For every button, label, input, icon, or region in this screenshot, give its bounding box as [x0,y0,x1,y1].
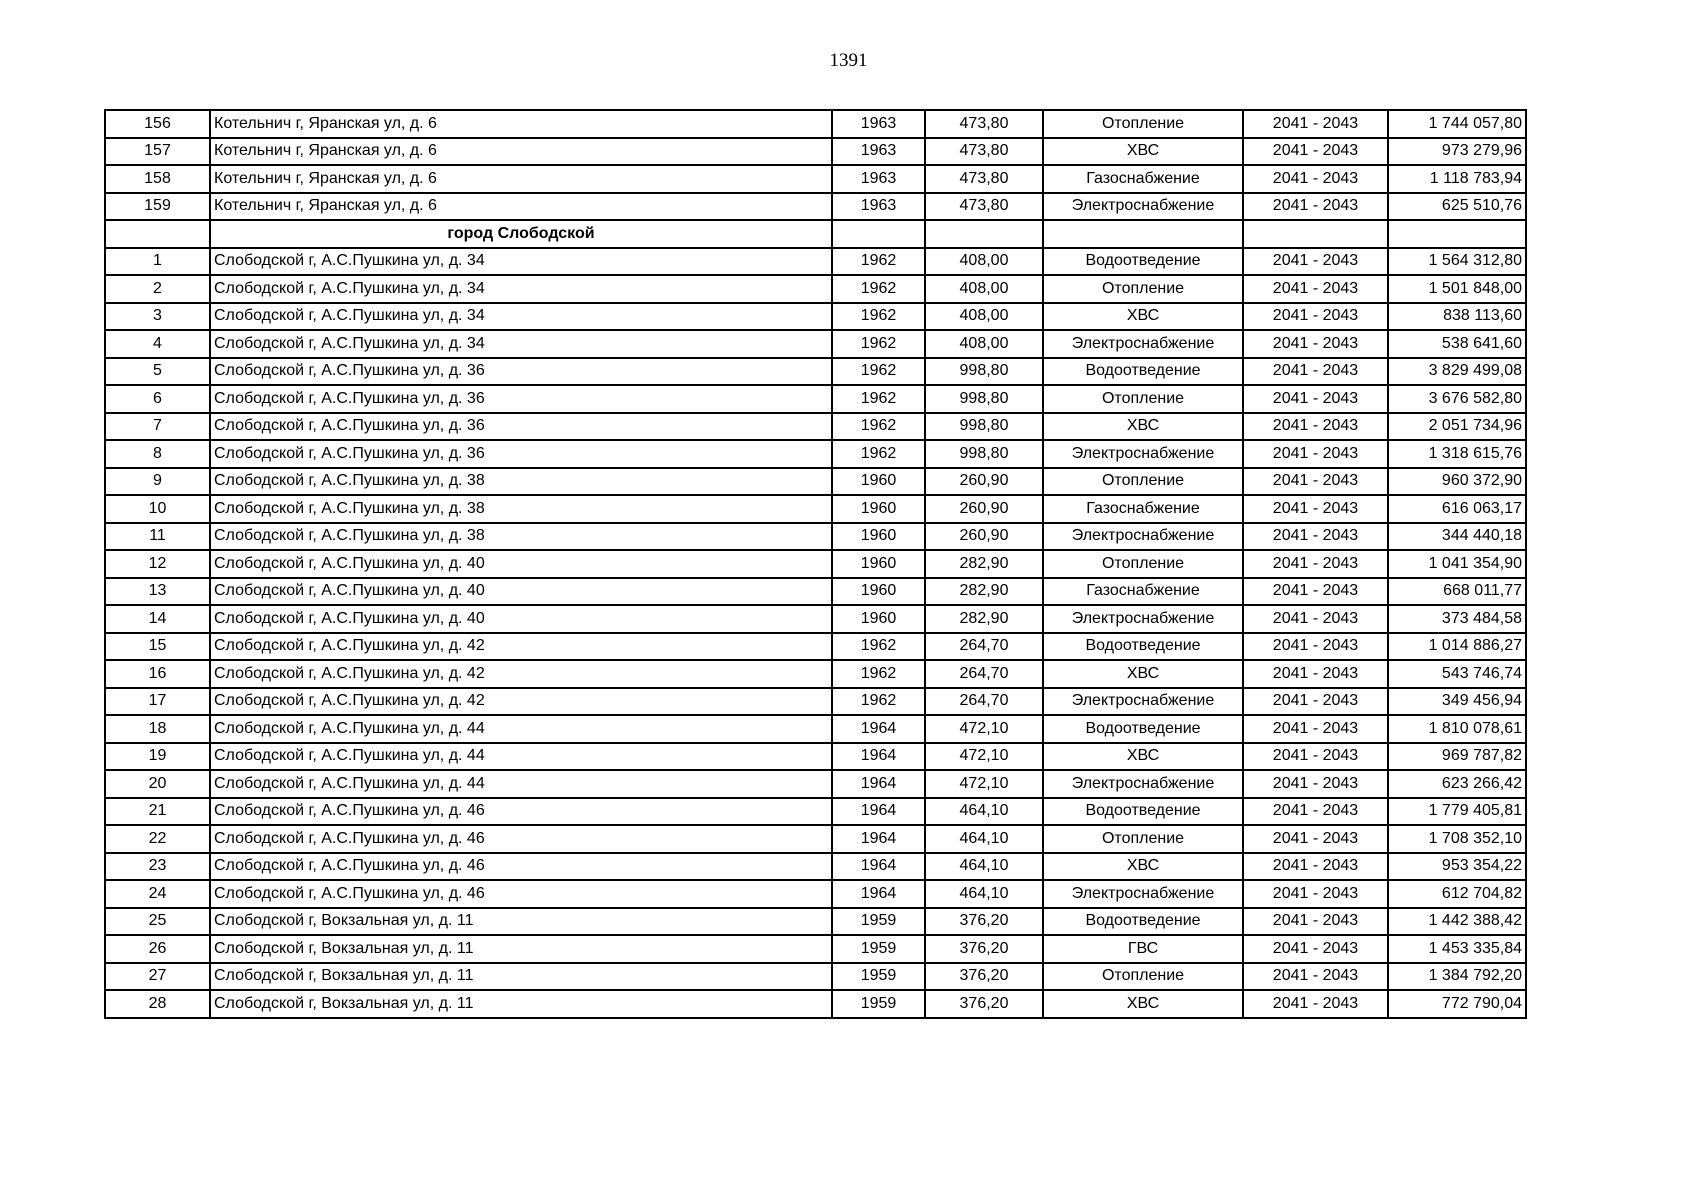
table-row [105,275,1526,303]
period-cell: 2041 - 2043 [1243,138,1388,166]
address-cell: Слободской г, А.С.Пушкина ул, д. 34 [210,330,832,358]
year-cell: 1962 [832,440,925,468]
table-row [105,715,1526,743]
row-number: 12 [105,550,210,578]
table-row [105,468,1526,496]
cost-cell: 973 279,96 [1388,138,1526,166]
period-cell: 2041 - 2043 [1243,605,1388,633]
cost-cell: 616 063,17 [1388,495,1526,523]
year-cell: 1962 [832,358,925,386]
work-type-cell: ХВС [1043,853,1243,881]
year-cell: 1962 [832,248,925,276]
address-cell: Слободской г, А.С.Пушкина ул, д. 40 [210,605,832,633]
work-type-cell: Электроснабжение [1043,193,1243,221]
area-cell: 464,10 [925,853,1043,881]
cost-cell: 373 484,58 [1388,605,1526,633]
year-cell: 1962 [832,330,925,358]
work-type-cell: Газоснабжение [1043,578,1243,606]
area-cell: 472,10 [925,715,1043,743]
table-row [105,990,1526,1018]
table-row [105,853,1526,881]
row-number: 24 [105,880,210,908]
period-cell: 2041 - 2043 [1243,550,1388,578]
empty-cell [832,220,925,248]
cost-cell: 953 354,22 [1388,853,1526,881]
area-cell: 264,70 [925,660,1043,688]
period-cell: 2041 - 2043 [1243,853,1388,881]
year-cell: 1962 [832,413,925,441]
empty-cell [1243,220,1388,248]
period-cell: 2041 - 2043 [1243,358,1388,386]
cost-cell: 3 676 582,80 [1388,385,1526,413]
area-cell: 473,80 [925,165,1043,193]
table-row [105,578,1526,606]
cost-cell: 1 810 078,61 [1388,715,1526,743]
table-row [105,688,1526,716]
page-number: 1391 [829,50,868,71]
address-cell: Слободской г, А.С.Пушкина ул, д. 44 [210,743,832,771]
area-cell: 464,10 [925,880,1043,908]
area-cell: 473,80 [925,193,1043,221]
address-cell: Слободской г, А.С.Пушкина ул, д. 36 [210,413,832,441]
table-row [105,413,1526,441]
area-cell: 408,00 [925,248,1043,276]
address-cell: Слободской г, А.С.Пушкина ул, д. 44 [210,715,832,743]
cost-cell: 772 790,04 [1388,990,1526,1018]
year-cell: 1959 [832,935,925,963]
address-cell: Слободской г, Вокзальная ул, д. 11 [210,963,832,991]
period-cell: 2041 - 2043 [1243,963,1388,991]
cost-cell: 1 118 783,94 [1388,165,1526,193]
year-cell: 1963 [832,193,925,221]
year-cell: 1964 [832,770,925,798]
period-cell: 2041 - 2043 [1243,275,1388,303]
area-cell: 472,10 [925,770,1043,798]
work-type-cell: Электроснабжение [1043,688,1243,716]
address-cell: Слободской г, А.С.Пушкина ул, д. 44 [210,770,832,798]
period-cell: 2041 - 2043 [1243,165,1388,193]
area-cell: 998,80 [925,413,1043,441]
area-cell: 282,90 [925,578,1043,606]
cost-cell: 538 641,60 [1388,330,1526,358]
table-row [105,660,1526,688]
year-cell: 1960 [832,550,925,578]
year-cell: 1960 [832,578,925,606]
row-number: 21 [105,798,210,826]
work-type-cell: Отопление [1043,963,1243,991]
table-row [105,523,1526,551]
cost-cell: 1 779 405,81 [1388,798,1526,826]
area-cell: 408,00 [925,303,1043,331]
address-cell: Слободской г, А.С.Пушкина ул, д. 38 [210,495,832,523]
empty-cell [105,220,210,248]
address-cell: Слободской г, А.С.Пушкина ул, д. 34 [210,303,832,331]
period-cell: 2041 - 2043 [1243,715,1388,743]
cost-cell: 3 829 499,08 [1388,358,1526,386]
empty-cell [1388,220,1526,248]
period-cell: 2041 - 2043 [1243,578,1388,606]
cost-cell: 349 456,94 [1388,688,1526,716]
row-number: 156 [105,110,210,138]
year-cell: 1962 [832,633,925,661]
work-type-cell: ХВС [1043,303,1243,331]
period-cell: 2041 - 2043 [1243,660,1388,688]
row-number: 15 [105,633,210,661]
year-cell: 1963 [832,110,925,138]
row-number: 159 [105,193,210,221]
area-cell: 260,90 [925,523,1043,551]
address-cell: Слободской г, Вокзальная ул, д. 11 [210,908,832,936]
cost-cell: 1 744 057,80 [1388,110,1526,138]
work-type-cell: ГВС [1043,935,1243,963]
period-cell: 2041 - 2043 [1243,385,1388,413]
period-cell: 2041 - 2043 [1243,990,1388,1018]
table-row [105,138,1526,166]
period-cell: 2041 - 2043 [1243,303,1388,331]
row-number: 9 [105,468,210,496]
work-type-cell: Водоотведение [1043,358,1243,386]
table-row [105,550,1526,578]
address-cell: Котельнич г, Яранская ул, д. 6 [210,138,832,166]
area-cell: 408,00 [925,275,1043,303]
period-cell: 2041 - 2043 [1243,825,1388,853]
register-table [104,109,1527,1019]
cost-cell: 344 440,18 [1388,523,1526,551]
cost-cell: 623 266,42 [1388,770,1526,798]
year-cell: 1960 [832,468,925,496]
row-number: 157 [105,138,210,166]
row-number: 28 [105,990,210,1018]
address-cell: Котельнич г, Яранская ул, д. 6 [210,110,832,138]
period-cell: 2041 - 2043 [1243,688,1388,716]
table-row [105,798,1526,826]
table-row [105,880,1526,908]
address-cell: Слободской г, А.С.Пушкина ул, д. 36 [210,358,832,386]
cost-cell: 969 787,82 [1388,743,1526,771]
period-cell: 2041 - 2043 [1243,880,1388,908]
row-number: 26 [105,935,210,963]
row-number: 14 [105,605,210,633]
work-type-cell: Электроснабжение [1043,770,1243,798]
year-cell: 1964 [832,743,925,771]
period-cell: 2041 - 2043 [1243,798,1388,826]
work-type-cell: Электроснабжение [1043,523,1243,551]
period-cell: 2041 - 2043 [1243,248,1388,276]
period-cell: 2041 - 2043 [1243,908,1388,936]
year-cell: 1959 [832,963,925,991]
address-cell: Слободской г, А.С.Пушкина ул, д. 46 [210,880,832,908]
address-cell: Слободской г, А.С.Пушкина ул, д. 42 [210,660,832,688]
period-cell: 2041 - 2043 [1243,743,1388,771]
area-cell: 464,10 [925,825,1043,853]
cost-cell: 1 014 886,27 [1388,633,1526,661]
cost-cell: 1 384 792,20 [1388,963,1526,991]
address-cell: Слободской г, А.С.Пушкина ул, д. 38 [210,468,832,496]
year-cell: 1959 [832,908,925,936]
year-cell: 1963 [832,165,925,193]
table-row [105,110,1526,138]
year-cell: 1962 [832,303,925,331]
address-cell: Слободской г, Вокзальная ул, д. 11 [210,990,832,1018]
cost-cell: 960 372,90 [1388,468,1526,496]
period-cell: 2041 - 2043 [1243,468,1388,496]
section-header-row [105,220,1526,248]
row-number: 11 [105,523,210,551]
row-number: 1 [105,248,210,276]
empty-cell [1043,220,1243,248]
year-cell: 1964 [832,825,925,853]
work-type-cell: ХВС [1043,990,1243,1018]
row-number: 13 [105,578,210,606]
year-cell: 1962 [832,385,925,413]
row-number: 18 [105,715,210,743]
period-cell: 2041 - 2043 [1243,193,1388,221]
area-cell: 464,10 [925,798,1043,826]
year-cell: 1962 [832,688,925,716]
area-cell: 408,00 [925,330,1043,358]
address-cell: Слободской г, А.С.Пушкина ул, д. 42 [210,633,832,661]
row-number: 10 [105,495,210,523]
work-type-cell: Электроснабжение [1043,330,1243,358]
address-cell: Слободской г, А.С.Пушкина ул, д. 40 [210,578,832,606]
empty-cell [925,220,1043,248]
period-cell: 2041 - 2043 [1243,440,1388,468]
table-row [105,495,1526,523]
work-type-cell: Электроснабжение [1043,880,1243,908]
work-type-cell: Отопление [1043,825,1243,853]
cost-cell: 1 318 615,76 [1388,440,1526,468]
table-row [105,908,1526,936]
work-type-cell: ХВС [1043,660,1243,688]
table-row [105,770,1526,798]
address-cell: Слободской г, А.С.Пушкина ул, д. 46 [210,853,832,881]
work-type-cell: Электроснабжение [1043,440,1243,468]
row-number: 3 [105,303,210,331]
year-cell: 1962 [832,660,925,688]
table-row [105,165,1526,193]
row-number: 17 [105,688,210,716]
address-cell: Слободской г, Вокзальная ул, д. 11 [210,935,832,963]
table-row [105,303,1526,331]
area-cell: 264,70 [925,633,1043,661]
table-row [105,330,1526,358]
row-number: 4 [105,330,210,358]
cost-cell: 1 041 354,90 [1388,550,1526,578]
table-row [105,193,1526,221]
row-number: 25 [105,908,210,936]
table-row [105,633,1526,661]
period-cell: 2041 - 2043 [1243,523,1388,551]
work-type-cell: Отопление [1043,275,1243,303]
row-number: 16 [105,660,210,688]
address-cell: Слободской г, А.С.Пушкина ул, д. 38 [210,523,832,551]
address-cell: Слободской г, А.С.Пушкина ул, д. 42 [210,688,832,716]
year-cell: 1960 [832,605,925,633]
year-cell: 1960 [832,523,925,551]
period-cell: 2041 - 2043 [1243,935,1388,963]
table-row [105,963,1526,991]
row-number: 6 [105,385,210,413]
work-type-cell: Водоотведение [1043,248,1243,276]
table-row [105,743,1526,771]
work-type-cell: Водоотведение [1043,715,1243,743]
table-row [105,605,1526,633]
address-cell: Котельнич г, Яранская ул, д. 6 [210,193,832,221]
cost-cell: 625 510,76 [1388,193,1526,221]
address-cell: Слободской г, А.С.Пушкина ул, д. 34 [210,275,832,303]
address-cell: Слободской г, А.С.Пушкина ул, д. 46 [210,798,832,826]
period-cell: 2041 - 2043 [1243,413,1388,441]
area-cell: 376,20 [925,963,1043,991]
cost-cell: 1 453 335,84 [1388,935,1526,963]
address-cell: Слободской г, А.С.Пушкина ул, д. 34 [210,248,832,276]
work-type-cell: Водоотведение [1043,908,1243,936]
address-cell: Слободской г, А.С.Пушкина ул, д. 36 [210,440,832,468]
work-type-cell: Отопление [1043,550,1243,578]
period-cell: 2041 - 2043 [1243,110,1388,138]
area-cell: 473,80 [925,110,1043,138]
row-number: 19 [105,743,210,771]
work-type-cell: Электроснабжение [1043,605,1243,633]
address-cell: Слободской г, А.С.Пушкина ул, д. 46 [210,825,832,853]
work-type-cell: Водоотведение [1043,633,1243,661]
address-cell: Слободской г, А.С.Пушкина ул, д. 36 [210,385,832,413]
work-type-cell: Отопление [1043,385,1243,413]
area-cell: 260,90 [925,468,1043,496]
year-cell: 1964 [832,715,925,743]
area-cell: 376,20 [925,990,1043,1018]
cost-cell: 1 708 352,10 [1388,825,1526,853]
cost-cell: 612 704,82 [1388,880,1526,908]
work-type-cell: Отопление [1043,110,1243,138]
area-cell: 282,90 [925,550,1043,578]
table-row [105,385,1526,413]
cost-cell: 1 501 848,00 [1388,275,1526,303]
year-cell: 1964 [832,880,925,908]
cost-cell: 2 051 734,96 [1388,413,1526,441]
area-cell: 998,80 [925,358,1043,386]
section-title: город Слободской [210,220,832,248]
address-cell: Котельнич г, Яранская ул, д. 6 [210,165,832,193]
area-cell: 998,80 [925,440,1043,468]
table-row [105,825,1526,853]
row-number: 20 [105,770,210,798]
work-type-cell: Отопление [1043,468,1243,496]
area-cell: 998,80 [925,385,1043,413]
address-cell: Слободской г, А.С.Пушкина ул, д. 40 [210,550,832,578]
area-cell: 376,20 [925,935,1043,963]
table-row [105,935,1526,963]
period-cell: 2041 - 2043 [1243,770,1388,798]
work-type-cell: ХВС [1043,413,1243,441]
table-row [105,248,1526,276]
row-number: 23 [105,853,210,881]
area-cell: 473,80 [925,138,1043,166]
area-cell: 260,90 [925,495,1043,523]
row-number: 2 [105,275,210,303]
area-cell: 282,90 [925,605,1043,633]
area-cell: 376,20 [925,908,1043,936]
area-cell: 264,70 [925,688,1043,716]
cost-cell: 668 011,77 [1388,578,1526,606]
register-body [105,110,1526,1018]
row-number: 22 [105,825,210,853]
cost-cell: 838 113,60 [1388,303,1526,331]
year-cell: 1960 [832,495,925,523]
cost-cell: 1 442 388,42 [1388,908,1526,936]
row-number: 27 [105,963,210,991]
year-cell: 1964 [832,798,925,826]
period-cell: 2041 - 2043 [1243,633,1388,661]
year-cell: 1963 [832,138,925,166]
year-cell: 1964 [832,853,925,881]
work-type-cell: Водоотведение [1043,798,1243,826]
table-row [105,440,1526,468]
work-type-cell: Газоснабжение [1043,495,1243,523]
period-cell: 2041 - 2043 [1243,330,1388,358]
row-number: 8 [105,440,210,468]
year-cell: 1962 [832,275,925,303]
cost-cell: 543 746,74 [1388,660,1526,688]
row-number: 5 [105,358,210,386]
period-cell: 2041 - 2043 [1243,495,1388,523]
year-cell: 1959 [832,990,925,1018]
area-cell: 472,10 [925,743,1043,771]
row-number: 7 [105,413,210,441]
row-number: 158 [105,165,210,193]
work-type-cell: ХВС [1043,743,1243,771]
work-type-cell: Газоснабжение [1043,165,1243,193]
table-row [105,358,1526,386]
cost-cell: 1 564 312,80 [1388,248,1526,276]
work-type-cell: ХВС [1043,138,1243,166]
